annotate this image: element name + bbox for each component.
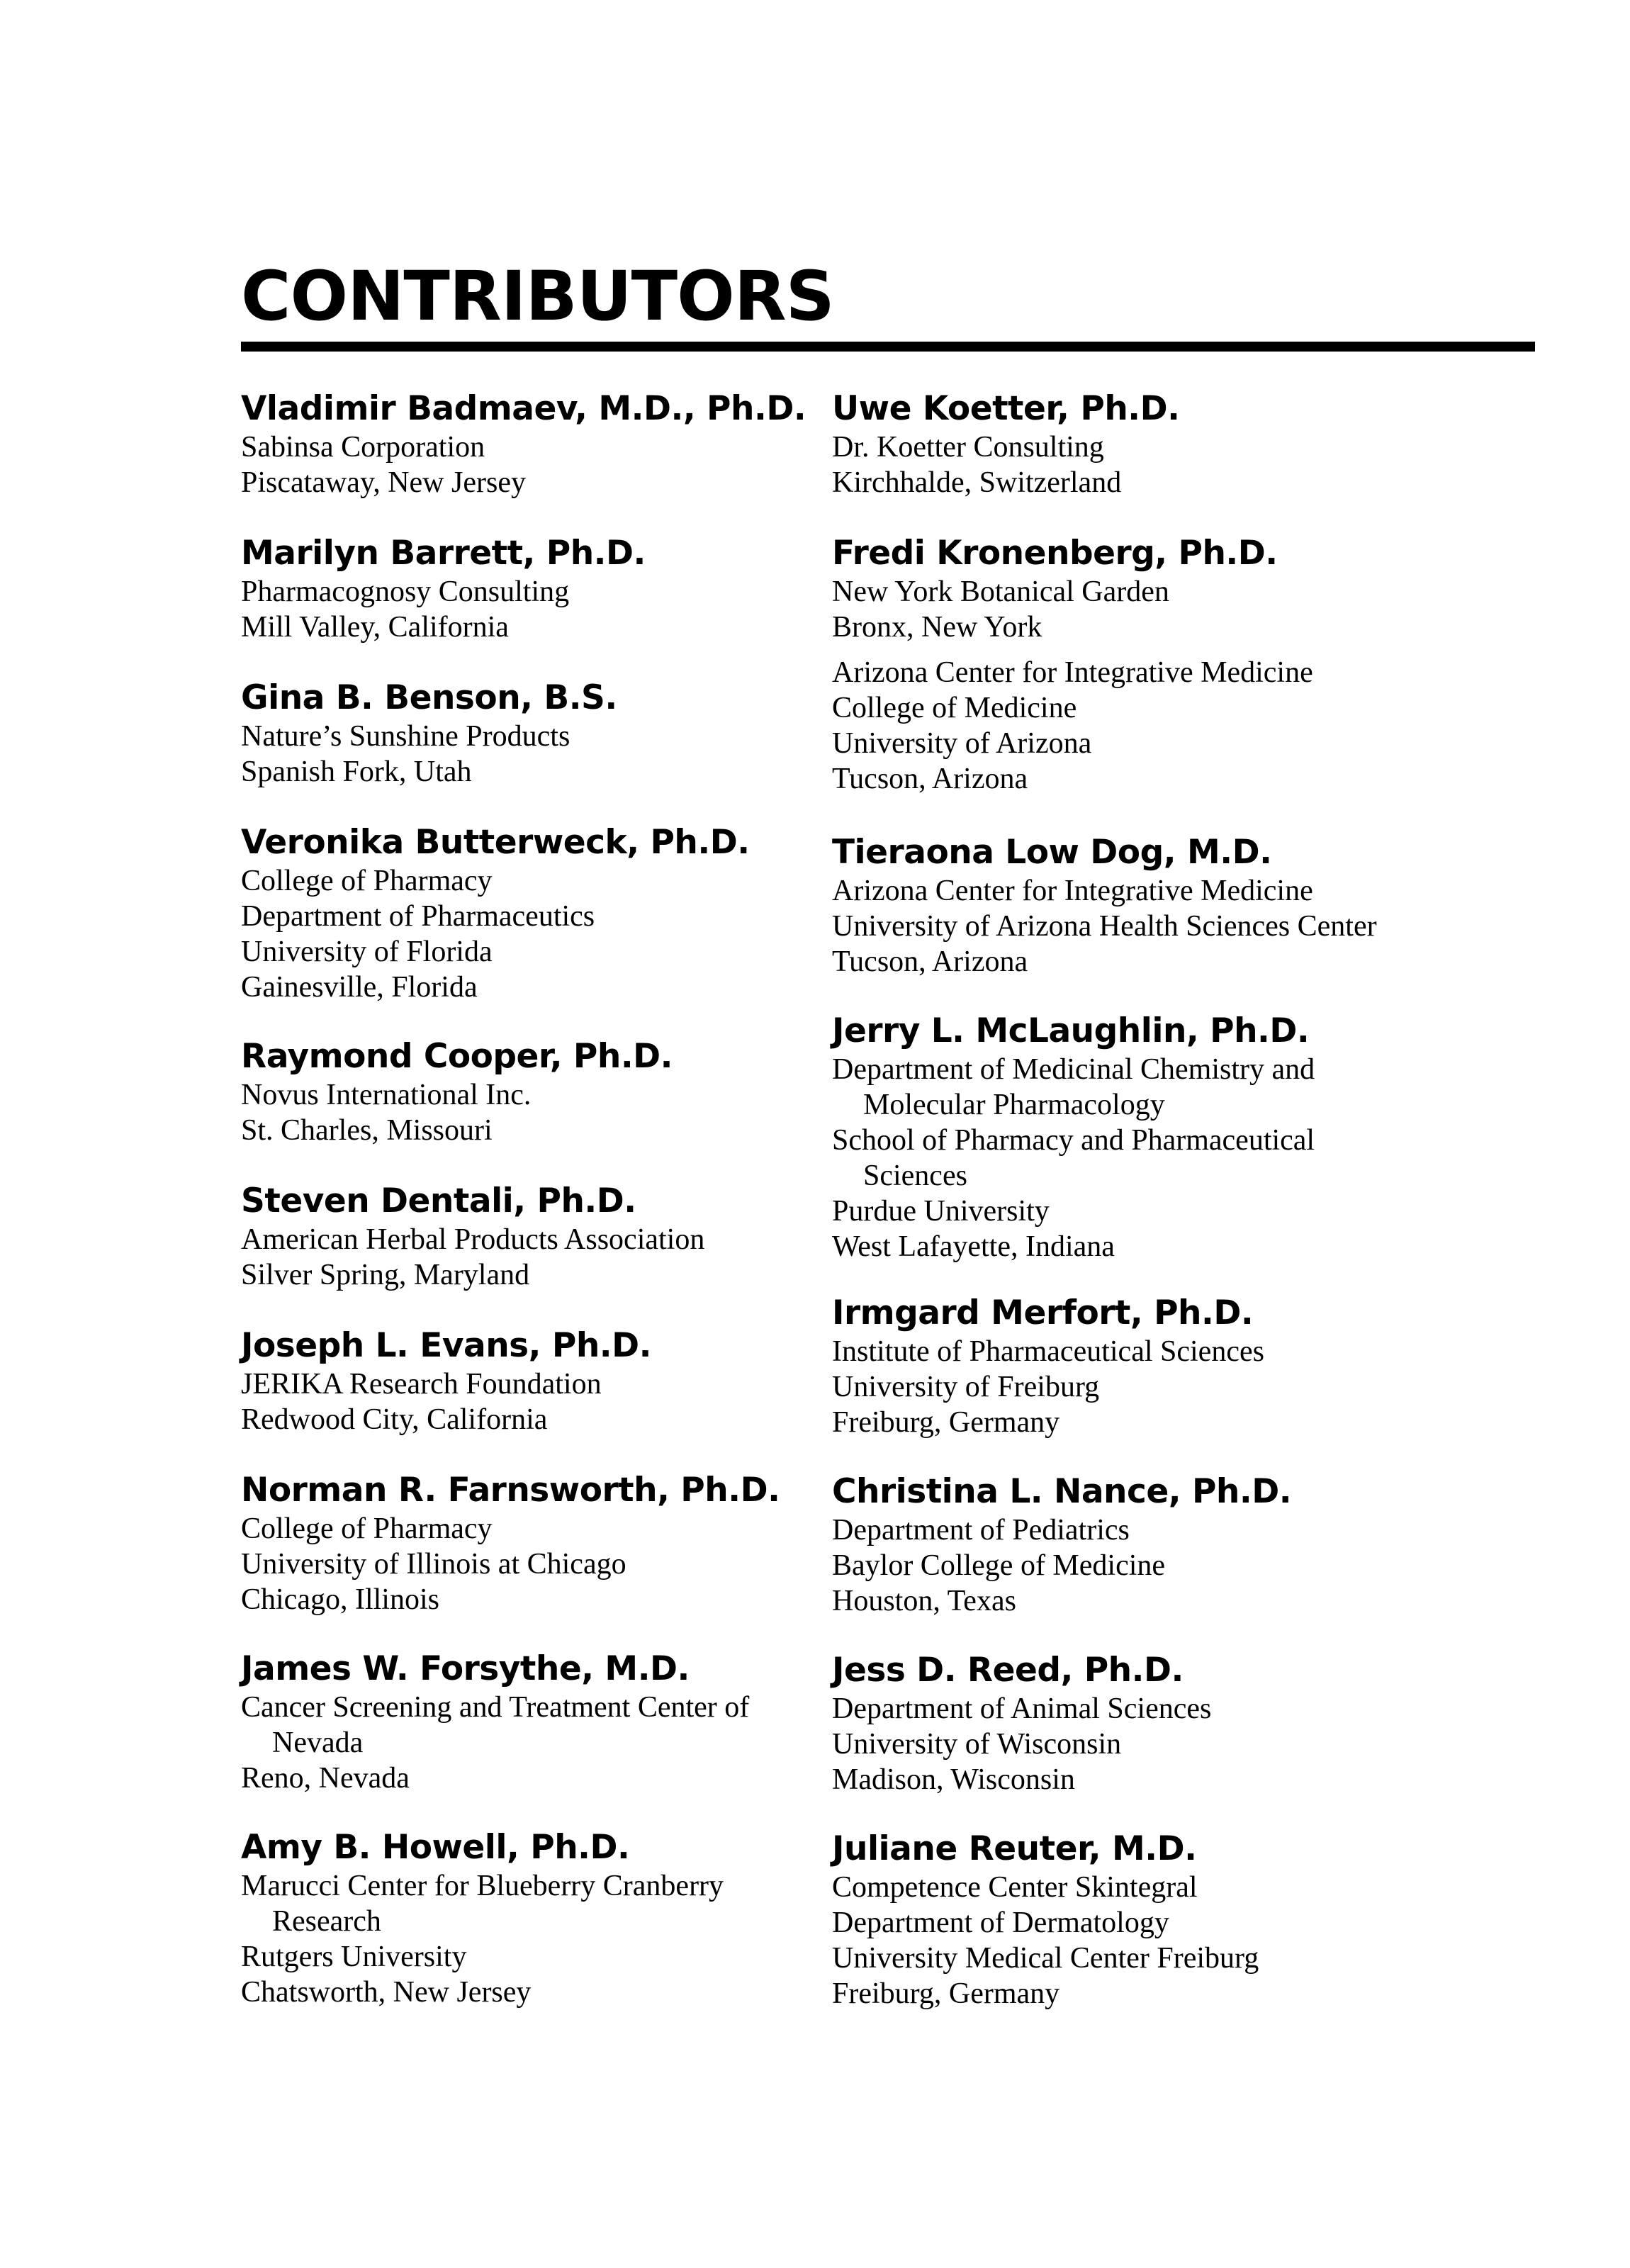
affiliation-line: Redwood City, California [241,1403,548,1436]
affiliation-line: St. Charles, Missouri [241,1114,493,1147]
contributor-entry [241,1649,749,1796]
affiliation-line: University of Florida [241,936,493,968]
affiliation-line: Department of Animal Sciences [832,1692,1212,1725]
contributor-name: Raymond Cooper, Ph.D. [241,1037,673,1076]
affiliation-line: Department of Dermatology [832,1907,1169,1939]
affiliation-line: Research [272,1905,381,1938]
contributor-entry [832,1293,1264,1440]
contributor-entry [241,533,646,645]
affiliation-line: American Herbal Products Association [241,1223,705,1256]
affiliation-line: Silver Spring, Maryland [241,1259,530,1291]
affiliation-line: Pharmacognosy Consulting [241,576,570,608]
contributor-entry [241,822,750,1005]
affiliation-line: Reno, Nevada [241,1762,410,1795]
contributor-name: Steven Dentali, Ph.D. [241,1181,636,1220]
contributor-entry [832,832,1377,979]
contributor-name: Norman R. Farnsworth, Ph.D. [241,1471,780,1510]
contributor-entry [832,1829,1259,2011]
affiliation-line: Nevada [272,1727,364,1759]
contributor-name: Veronika Butterweck, Ph.D. [241,823,750,862]
contributor-name: Uwe Koetter, Ph.D. [832,389,1180,428]
affiliation-line: Nature’s Sunshine Products [241,720,570,753]
contributor-name: Marilyn Barrett, Ph.D. [241,534,646,573]
affiliation-line: Department of Pharmaceutics [241,900,595,933]
affiliation-line: Cancer Screening and Treatment Center of [241,1691,750,1724]
affiliation-line: Chatsworth, New Jersey [241,1976,532,2009]
contributor-entry [241,1181,704,1293]
affiliation-line: University of Arizona Health Sciences Center [832,910,1377,943]
affiliation-line: Piscataway, New Jersey [241,466,526,499]
affiliation-line: JERIKA Research Foundation [241,1368,602,1400]
contributor-entry [832,388,1180,500]
contributor-name: Tieraona Low Dog, M.D. [832,833,1272,872]
contributor-entry [241,1325,651,1437]
contributor-name: Joseph L. Evans, Ph.D. [241,1326,652,1365]
affiliation-line: Mill Valley, California [241,611,509,644]
affiliation-line: Department of Medicinal Chemistry and [832,1053,1315,1086]
contributor-entry [241,1036,673,1148]
contributor-name: Fredi Kronenberg, Ph.D. [832,534,1278,573]
contributor-entry [832,1011,1315,1264]
contributor-entry [241,1827,724,2010]
page-title: CONTRIBUTORS [241,257,834,336]
affiliation-line: Dr. Koetter Consulting [832,431,1104,464]
affiliation-line: Chicago, Illinois [241,1583,439,1616]
affiliation-line: Freiburg, Germany [832,1977,1060,2010]
affiliation-line: College of Pharmacy [241,865,493,897]
affiliation-line: Department of Pediatrics [832,1514,1130,1546]
affiliation-line: Baylor College of Medicine [832,1549,1166,1582]
affiliation-line: Arizona Center for Integrative Medicine [832,875,1313,907]
affiliation-line: Rutgers University [241,1941,467,1973]
affiliation-line: University Medical Center Freiburg [832,1942,1259,1975]
affiliation-line: Tucson, Arizona [832,945,1028,978]
affiliation-line: Spanish Fork, Utah [241,756,472,788]
affiliation-line: Kirchhalde, Switzerland [832,466,1122,499]
contributor-name: Gina B. Benson, B.S. [241,678,617,717]
affiliation-line: Madison, Wisconsin [832,1763,1075,1796]
contributor-entry [241,388,806,500]
affiliation-line: Houston, Texas [832,1585,1016,1617]
affiliation-line: College of Medicine [832,692,1077,724]
affiliation-line: Novus International Inc. [241,1079,532,1111]
affiliation-line: Competence Center Skintegral [832,1871,1198,1904]
title-rule [241,342,1535,352]
affiliation-line: Arizona Center for Integrative Medicine [832,656,1313,689]
affiliation-line: Sciences [863,1160,967,1192]
affiliation-line: Freiburg, Germany [832,1406,1060,1439]
contributor-name: James W. Forsythe, M.D. [241,1649,690,1688]
affiliation-line: Gainesville, Florida [241,971,478,1004]
affiliation-line: Marucci Center for Blueberry Cranberry [241,1870,724,1902]
affiliation-line: University of Freiburg [832,1371,1100,1403]
affiliation-line: Molecular Pharmacology [863,1089,1165,1121]
contributor-entry [241,1470,780,1617]
contributor-name: Jerry L. McLaughlin, Ph.D. [832,1011,1310,1050]
affiliation-line: West Lafayette, Indiana [832,1230,1115,1263]
contributor-name: Jess D. Reed, Ph.D. [832,1651,1184,1690]
affiliation-line: New York Botanical Garden [832,576,1169,608]
affiliation-line: University of Illinois at Chicago [241,1548,626,1581]
affiliation-line: Institute of Pharmaceutical Sciences [832,1335,1264,1368]
affiliation-block [832,655,1313,797]
affiliation-line: School of Pharmacy and Pharmaceutical [832,1124,1315,1157]
contributor-name: Irmgard Merfort, Ph.D. [832,1293,1254,1332]
contributor-entry [832,1471,1291,1619]
contributor-entry [832,533,1278,645]
affiliation-line: Sabinsa Corporation [241,431,485,464]
contributor-name: Vladimir Badmaev, M.D., Ph.D. [241,389,806,428]
affiliation-line: College of Pharmacy [241,1512,493,1545]
affiliation-line: University of Wisconsin [832,1728,1122,1761]
contributor-entry [832,1650,1211,1797]
contributor-name: Christina L. Nance, Ph.D. [832,1472,1292,1511]
affiliation-line: Bronx, New York [832,611,1042,644]
contributor-name: Juliane Reuter, M.D. [832,1829,1197,1868]
affiliation-line: Purdue University [832,1195,1050,1228]
contributor-entry [241,678,617,790]
affiliation-line: Tucson, Arizona [832,763,1028,795]
affiliation-line: University of Arizona [832,727,1092,760]
contributor-name: Amy B. Howell, Ph.D. [241,1828,630,1867]
